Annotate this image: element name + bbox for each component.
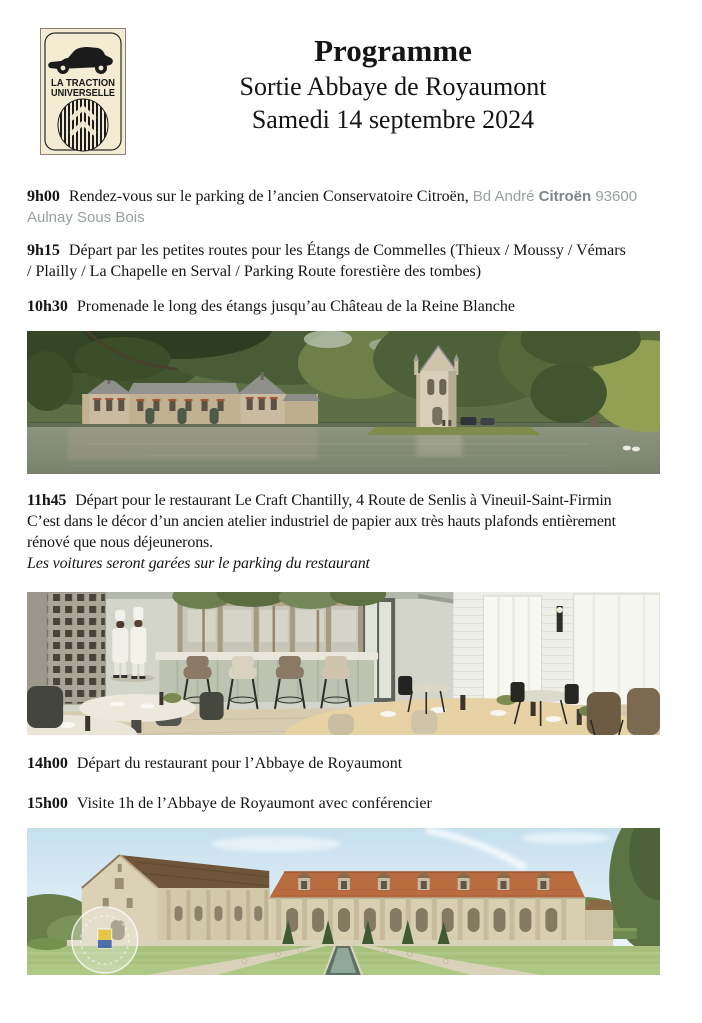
address-text: Bd André Citroën 93600 Aulnay Sous Bois (27, 188, 638, 226)
subtitle-event: Sortie Abbaye de Royaumont (239, 72, 547, 101)
item-note-italic: Les voitures seront garées sur le parking du restaurant (27, 555, 370, 572)
item-text: Départ du restaurant pour l’Abbaye de Royaumont (76, 755, 403, 772)
item-text: Rendez-vous sur le parking de l’ancien Conservatoire Citroën, (68, 188, 469, 205)
schedule (27, 186, 660, 975)
time-label: 10h30 (27, 298, 68, 315)
time-label: 9h15 (27, 242, 60, 259)
schedule-item-10h30 (27, 296, 660, 317)
time-label: 11h45 (27, 492, 67, 509)
watermark-stamp (72, 907, 138, 973)
club-logo (40, 28, 126, 155)
item-text-line1: Départ pour le restaurant Le Craft Chantilly, 4 Route de Senlis à Vineuil-Saint-Firmin (75, 492, 612, 509)
item-text-line2: C’est dans le décor d’un ancien atelier industriel de papier aux très hauts plafonds entièrement rénové que nous déjeunerons. (27, 513, 616, 551)
logo-text-line1: LA TRACTION (51, 78, 115, 89)
item-text: Visite 1h de l’Abbaye de Royaumont avec conférencier (76, 795, 432, 812)
schedule-item-9h00 (27, 186, 660, 228)
schedule-item-14h00 (27, 753, 660, 774)
schedule-item-9h15 (27, 240, 633, 282)
logo-text-line2: UNIVERSELLE (51, 88, 116, 99)
schedule-item-15h00 (27, 793, 660, 814)
page-title: Programme (314, 33, 472, 68)
time-label: 15h00 (27, 795, 68, 812)
photo-restaurant-interior (27, 592, 660, 735)
time-label: 9h00 (27, 188, 60, 205)
schedule-item-11h45 (27, 490, 660, 574)
subtitle-date: Samedi 14 septembre 2024 (251, 105, 535, 134)
item-text: Départ par les petites routes pour les Étangs de Commelles (Thieux / Moussy / Vémars / Plailly / La Chapelle en Serval / Parking Route forestière des tombes) (27, 242, 626, 280)
time-label: 14h00 (27, 755, 68, 772)
photo-lake-chateau (27, 331, 660, 474)
item-text: Promenade le long des étangs jusqu’au Château de la Reine Blanche (76, 298, 515, 315)
logo-chevron-icon (58, 99, 108, 151)
photo-abbaye-royaumont (27, 828, 660, 975)
title-block (126, 28, 660, 136)
document-header (27, 28, 660, 155)
